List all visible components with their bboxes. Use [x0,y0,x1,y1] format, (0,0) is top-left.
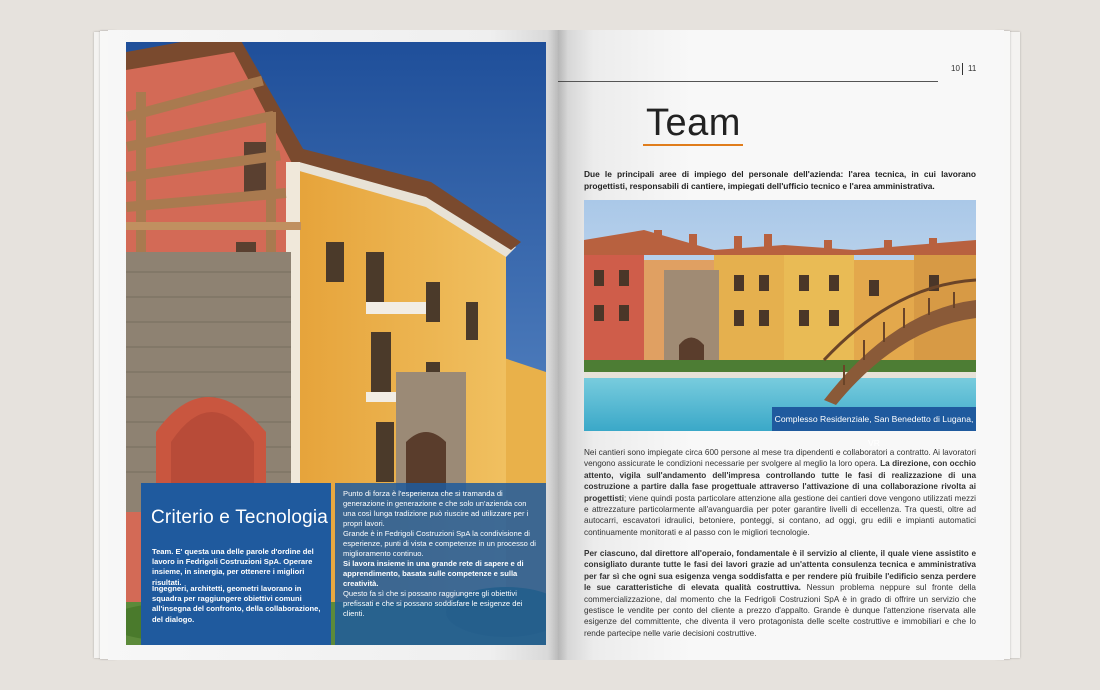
body-paragraph-1 [584,447,976,538]
overlay-paragraph-1: Punto di forza è l'esperienza che si tramanda di generazione in generazione e che solo un'azienda con una così lunga tradizione può riuscire ad utilizzare per i propri lavori. [343,489,529,528]
right-page [558,30,1004,660]
panel-sub: Ingegneri, architetti, geometri lavorano in squadra per raggiungere obiettivi comuni all'insegna del confronto, della collaborazione, del dialogo. [152,584,321,624]
body1-part-c: ; viene quindi posta particolare attenzione alla gestione dei cantieri dove vengono utilizzati mezzi e attrezzature particolarmente all'avanguardia per poter garantire livelli di eccellenza. Tra questi, oltre ad autocarri, escavatori idraulici, betoniere, ponteggi, si contano, ad oggi, gru edili e impianti automatici continuamente monitorati e al passo con le migliori tecnologie. [584,493,976,537]
residential-complex-illustration [584,200,976,431]
overlay-paragraph-2: Grande è in Fedrigoli Costruzioni SpA la condivisione di esperienze, punti di vista e competenze in un processo di miglioramento continuo. [343,529,536,558]
criterio-panel [141,483,331,645]
panel-lead: Team. E' questa una delle parole d'ordine del lavoro in Fedrigoli Costruzioni SpA. Operare insieme, in sinergia, per ottenere i migliori risultati. [152,547,314,587]
page-number-left: 10 [951,64,960,73]
intro-paragraph: Due le principali aree di impiego del personale dell'azienda: l'area tecnica, in cui lavorano progettisti, responsabili di cantiere, impiegati dell'ufficio tecnico e l'area amministrativa. [584,169,976,191]
panel-title: Criterio e Tecnologia [151,507,329,528]
page-title: Team [646,102,741,144]
left-page [108,30,558,660]
body2-part-b: Nessun problema neppure sul fronte della commercializzazione, dal momento che la Fedrigoli Costruzioni SpA è in grado di offrire un servizio che gestisce le vendite per conto del cliente a prezzo d'appalto. Grande è dunque l'attenzione riservata alle esigenze del committente, che diventa il vero protagonista delle scelte costruttive e immobiliari e che lo rende partecipe nelle varie decisioni costruttive. [584,583,976,638]
page-number-right: 11 [968,64,977,73]
body-paragraph-2 [584,548,976,639]
header-rule [558,81,938,82]
body1-part-b: La direzione, con occhio attento, vigila sull'andamento dell'impresa controllando tutte le fasi di realizzazione di una costruzione a partire dalla fase progettuale attraverso l'attivazione di una collaborazione rivolta ai progettisti [584,459,976,503]
title-underline [643,144,743,146]
page-number-divider [962,63,963,75]
book-spine-shadow [548,30,568,660]
overlay-paragraph-3: Si lavora insieme in una grande rete di sapere e di apprendimento, basata sulle competenze e sulla creatività. [343,559,524,588]
overlay-text-box [335,483,546,645]
photo-caption: Complesso Residenziale, San Benedetto di Lugana, VR [772,407,976,431]
overlay-paragraph-4: Questo fa sì che si possano raggiungere gli obiettivi prefissati e che si possano soddisfare le esigenze dei clienti. [343,589,523,618]
body2-part-a: Per ciascuno, dal direttore all'operaio, fondamentale è il servizio al cliente, il quale viene assistito e consigliato durante tutte le fasi dei lavori grazie ad un'attenta consulenza tecnica e amministrativa per far sì che ogni sua esigenza venga soddisfatta e per rendere più fruibile l'edificio senza perdere le sue caratteristiche di elevata qualità costruttiva. [584,549,976,593]
body1-part-a: Nei cantieri sono impiegate circa 600 persone al mese tra dipendenti e collaboratori a contratto. Ai lavoratori vengono assicurate le condizioni necessarie per svolgere al meglio la loro opera. [584,448,976,469]
residential-complex-photo [584,200,976,431]
